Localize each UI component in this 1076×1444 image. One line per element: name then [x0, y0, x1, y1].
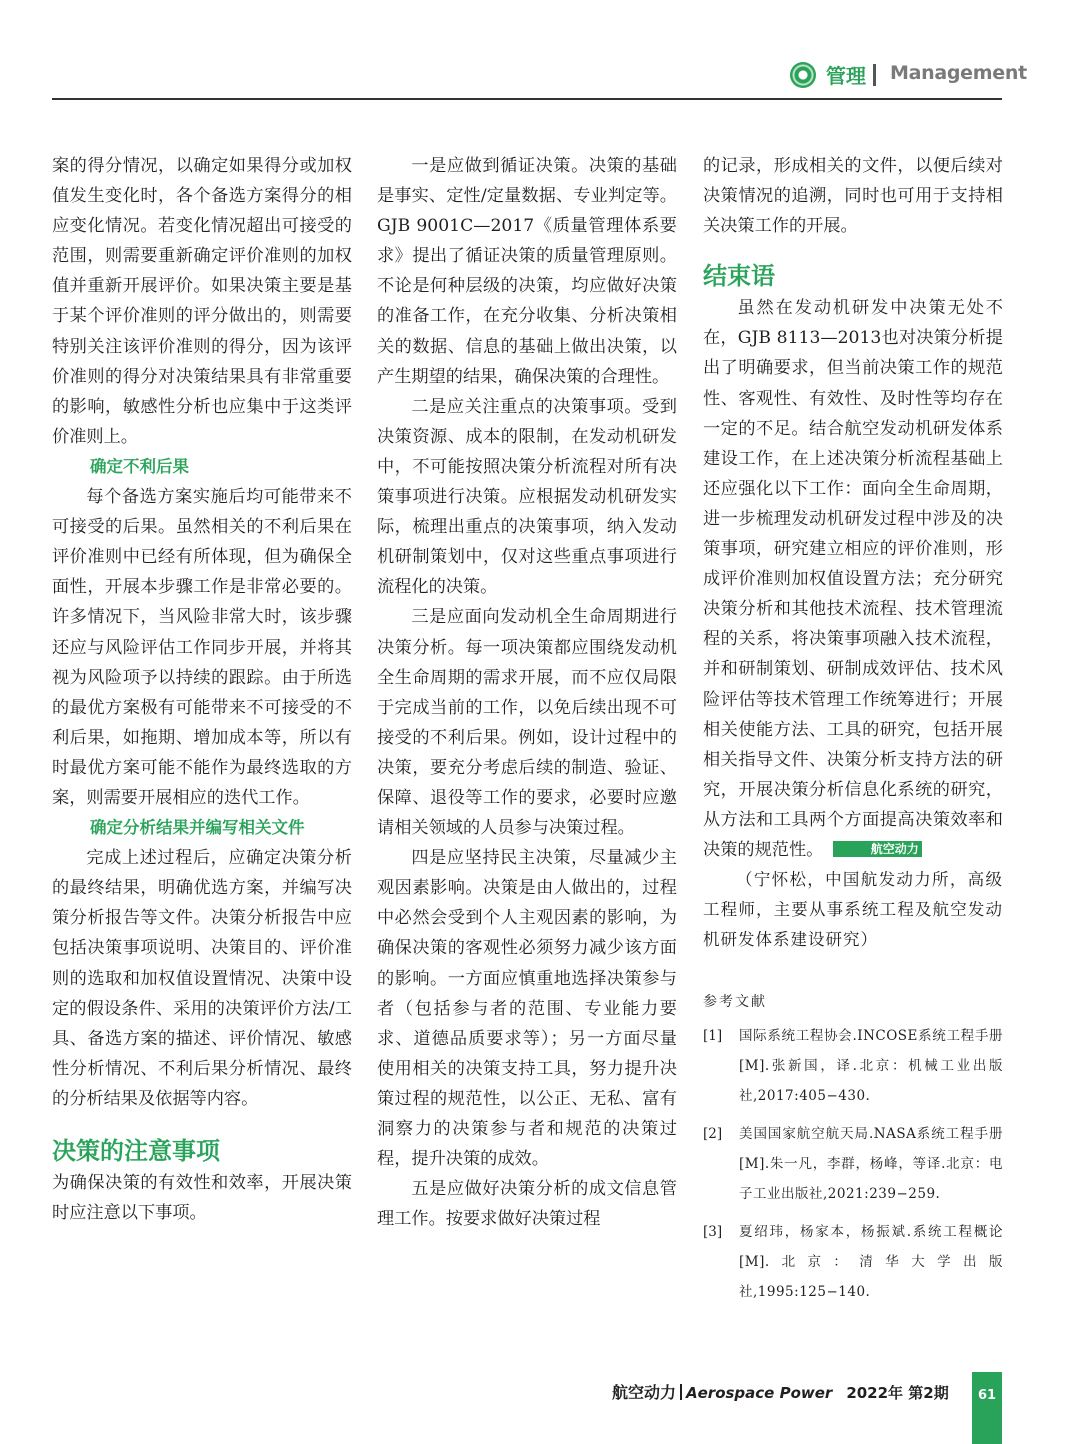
section-separator: [873, 64, 876, 86]
paragraph: 为确保决策的有效性和效率，开展决策时应注意以下事项。: [52, 1173, 352, 1224]
paragraph: [703, 293, 1003, 865]
references-title: 参考文献: [703, 994, 767, 1011]
paragraph: 三是应面向发动机全生命周期进行决策分析。每一项决策都应围绕发动机全生命周期的需求开展，而不应仅局限于完成当前的工作，以免后续出现不可接受的不利后果。例如，设计过程中的决策，要充分考虑后续的制造、验证、保障、退役等工作的要求，必要时应邀请相关领域的人员参与决策过程。: [377, 607, 677, 839]
paragraph: 完成上述过程后，应确定决策分析的最终结果，明确优选方案，并编写决策分析报告等文件。决策分析报告中应包括决策事项说明、决策目的、评价准则的选取和加权值设置情况、决策中设定的假设条件、采用的决策评价方法/工具、备选方案的描述、评价情况、敏感性分析情况、不利后果分析情况、最终的分析结果及依据等内容。: [52, 848, 352, 1109]
journal-title: 航空动力: [612, 1383, 677, 1402]
column-1: [52, 151, 352, 1228]
journal-issue: 2022年 第2期: [846, 1384, 949, 1402]
reference-text: 国际系统工程协会.INCOSE系统工程手册[M].张新国，译.北京：机械工业出版社,2017:405−430.: [739, 1028, 1003, 1105]
reference-item: [703, 1217, 1003, 1307]
journal-title-en: Aerospace Power: [686, 1384, 833, 1402]
reference-text: 美国国家航空航天局.NASA系统工程手册[M].朱一凡，李群，杨峰，等译.北京：电子工业出版社,2021:239−259.: [739, 1126, 1003, 1203]
column-3: [703, 151, 1003, 1307]
section-heading: 决策的注意事项: [52, 1137, 220, 1165]
footer-separator: [680, 1384, 682, 1400]
reference-item: [703, 1021, 1003, 1111]
page-tab: [972, 1372, 1002, 1444]
paragraph: 四是应坚持民主决策，尽量减少主观因素影响。决策是由人做出的，过程中必然会受到个人主观因素的影响，为确保决策的客观性必须努力减少该方面的影响。一方面应慎重地选择决策参与者（包括参与者的范围、专业能力要求、道德品质要求等）；另一方面尽量使用相关的决策支持工具，努力提升决策过程的规范性，以公正、无私、富有洞察力的决策参与者和规范的决策过程，提升决策的成效。: [377, 848, 677, 1170]
paragraph: 案的得分情况，以确定如果得分或加权值发生变化时，各个备选方案得分的相应变化情况。若变化情况超出可接受的范围，则需要重新确定评价准则的加权值并重新开展评价。如果决策主要是基于某个评价准则的评分做出的，则需要特别关注该评价准则的得分，因为该评价准则的得分对决策结果具有非常重要的影响，敏感性分析也应集中于这类评价准则上。: [52, 156, 352, 447]
reference-text: 夏绍玮，杨家本，杨振斌.系统工程概论[M].北京：清华大学出版社,1995:125−140.: [739, 1224, 1003, 1301]
section-heading: 结束语: [703, 262, 775, 291]
section-title-en: Management: [890, 62, 1027, 84]
paragraph: 五是应做好决策分析的成文信息管理工作。按要求做好决策过程: [377, 1179, 677, 1230]
page-footer: [612, 1380, 949, 1410]
paragraph: 每个备选方案实施后均可能带来不可接受的后果。虽然相关的不利后果在评价准则中已经有所体现，但为确保全面性，开展本步骤工作是非常必要的。许多情况下，当风险非常大时，该步骤还应与风险评估工作同步开展，并将其视为风险项予以持续的跟踪。由于所选的最优方案极有可能带来不可接受的不利后果，如拖期、增加成本等，所以有时最优方案可能不能作为最终选取的方案，则需要开展相应的迭代工作。: [52, 487, 352, 808]
reference-number: [3]: [703, 1224, 723, 1241]
end-badge: 航空动力: [833, 841, 921, 857]
paragraph-text: 虽然在发动机研发中决策无处不在，GJB 8113—2013也对决策分析提出了明确要求，但当前决策工作的规范性、客观性、有效性、及时性等均存在一定的不足。结合航空发动机研发体系建设工作，在上述决策分析流程基础上还应强化以下工作：面向全生命周期，进一步梳理发动机研发过程中涉及的决策事项，研究建立相应的评价准则，形成评价准则加权值设置方法；充分研究决策分析和其他技术流程、技术管理流程的关系，将决策事项融入技术流程，并和研制策划、研制成效评估、技术风险评估等技术管理工作统筹进行；开展相关使能方法、工具的研究，包括开展相关指导文件、决策分析支持方法的研究，开展决策分析信息化系统的研究，从方法和工具两个方面提高决策效率和决策的规范性。: [703, 298, 1003, 860]
subheading: 确定不利后果: [90, 456, 189, 476]
header-rule: [52, 98, 1002, 100]
section-title-zh: 管理: [826, 64, 866, 88]
subheading: 确定分析结果并编写相关文件: [90, 818, 305, 838]
paragraph: 一是应做到循证决策。决策的基础是事实、定性/定量数据、专业判定等。GJB 9001C—2017《质量管理体系要求》提出了循证决策的质量管理原则。不论是何种层级的决策，均应做好决策的准备工作，在充分收集、分析决策相关的数据、信息的基础上做出决策，以产生期望的结果，确保决策的合理性。: [377, 156, 677, 387]
page-number: 61: [977, 1388, 997, 1403]
reference-item: [703, 1119, 1003, 1209]
paragraph: 二是应关注重点的决策事项。受到决策资源、成本的限制，在发动机研发中，不可能按照决策分析流程对所有决策事项进行决策。应根据发动机研发实际，梳理出重点的决策事项，纳入发动机研制策划中，仅对这些重点事项进行流程化的决策。: [377, 396, 677, 598]
section-logo-icon: [790, 62, 816, 88]
paragraph: 的记录，形成相关的文件，以便后续对决策情况的追溯，同时也可用于支持相关决策工作的开展。: [703, 156, 1003, 237]
reference-number: [2]: [703, 1126, 723, 1143]
column-2: [377, 151, 677, 1234]
author-bio: （宁怀松，中国航发动力所，高级工程师，主要从事系统工程及航空发动机研发体系建设研究）: [703, 870, 1003, 950]
reference-number: [1]: [703, 1028, 723, 1045]
